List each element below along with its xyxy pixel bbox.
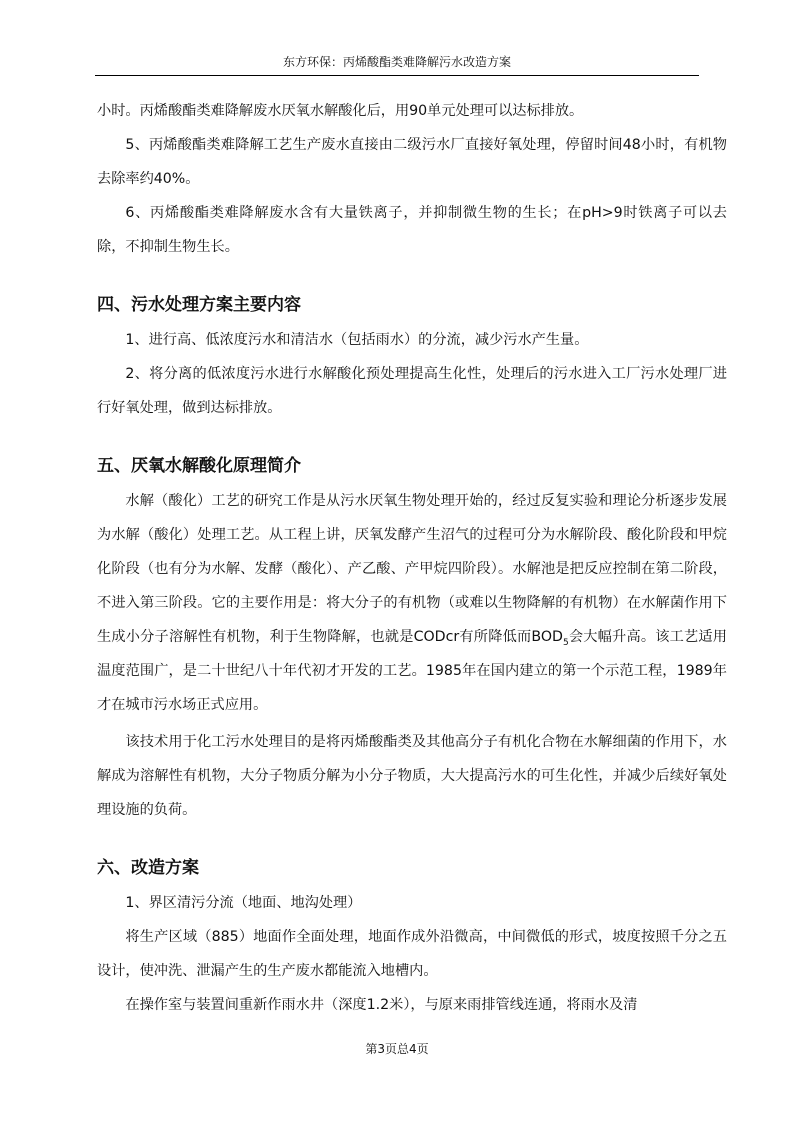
page-footer: [0, 1040, 794, 1057]
page-number: 第3页总4页: [365, 1042, 429, 1056]
section-4-item-2: 2、将分离的低浓度污水进行水解酸化预处理提高生化性，处理后的污水进入工厂污水处理厂进行好氧处理，做到达标排放。: [97, 366, 727, 416]
section-6-item-1: 1、界区清污分流（地面、地沟处理）: [125, 895, 362, 911]
paragraph-item-5: 5、丙烯酸酯类难降解工艺生产废水直接由二级污水厂直接好氧处理，停留时间48小时，有机物去除率约40%。: [97, 137, 727, 187]
section-6-paragraph-3: 在操作室与装置间重新作雨水井（深度1.2米），与原来雨排管线连通，将雨水及清: [125, 997, 638, 1013]
document-body: [97, 94, 727, 1022]
section-heading-6: 六、改造方案: [97, 858, 199, 878]
section-5-text-b: 会大幅升高。该工艺适用温度范围广，是二十世纪八十年代初才开发的工艺。1985年在国内建立的第一个示范工程，1989年才在城市污水场正式应用。: [97, 629, 727, 713]
section-5-text-a: 水解（酸化）工艺的研究工作是从污水厌氧生物处理开始的，经过反复实验和理论分析逐步发展为水解（酸化）处理工艺。从工程上讲，厌氧发酵产生沼气的过程可分为水解阶段、酸化阶段和甲烷化阶段（也有分为水解、发酵（酸化）、产乙酸、产甲烷四阶段）。水解池是把反应控制在第二阶段，不进入第三阶段。它的主要作用是：将大分子的有机物（或难以生物降解的有机物）在水解菌作用下生成小分子溶解性有机物，利于生物降解，也就是CODcr有所降低而BOD: [97, 493, 727, 645]
section-4-item-1: 1、进行高、低浓度污水和清洁水（包括雨水）的分流，减少污水产生量。: [125, 332, 589, 348]
bod-subscript: 5: [562, 637, 569, 648]
section-6-paragraph-2: 将生产区域（885）地面作全面处理，地面作成外沿微高，中间微低的形式，坡度按照千分之五设计，使冲洗、泄漏产生的生产废水都能流入地槽内。: [97, 929, 727, 979]
section-5-paragraph-2: 该技术用于化工污水处理目的是将丙烯酸酯类及其他高分子有机化合物在水解细菌的作用下，水解成为溶解性有机物，大分子物质分解为小分子物质，大大提高污水的可生化性，并减少后续好氧处理设施的负荷。: [97, 734, 727, 818]
section-5-paragraph-1: [97, 484, 727, 722]
paragraph-continuation: 小时。丙烯酸酯类难降解废水厌氧水解酸化后，用90单元处理可以达标排放。: [97, 103, 584, 119]
section-heading-4: 四、污水处理方案主要内容: [97, 295, 301, 315]
section-heading-5: 五、厌氧水解酸化原理简介: [97, 456, 301, 476]
page-header: [95, 53, 699, 76]
paragraph-item-6: 6、丙烯酸酯类难降解废水含有大量铁离子，并抑制微生物的生长；在pH>9时铁离子可以去除，不抑制生物生长。: [97, 205, 727, 255]
header-title: 东方环保：丙烯酸酯类难降解污水改造方案: [282, 55, 511, 69]
